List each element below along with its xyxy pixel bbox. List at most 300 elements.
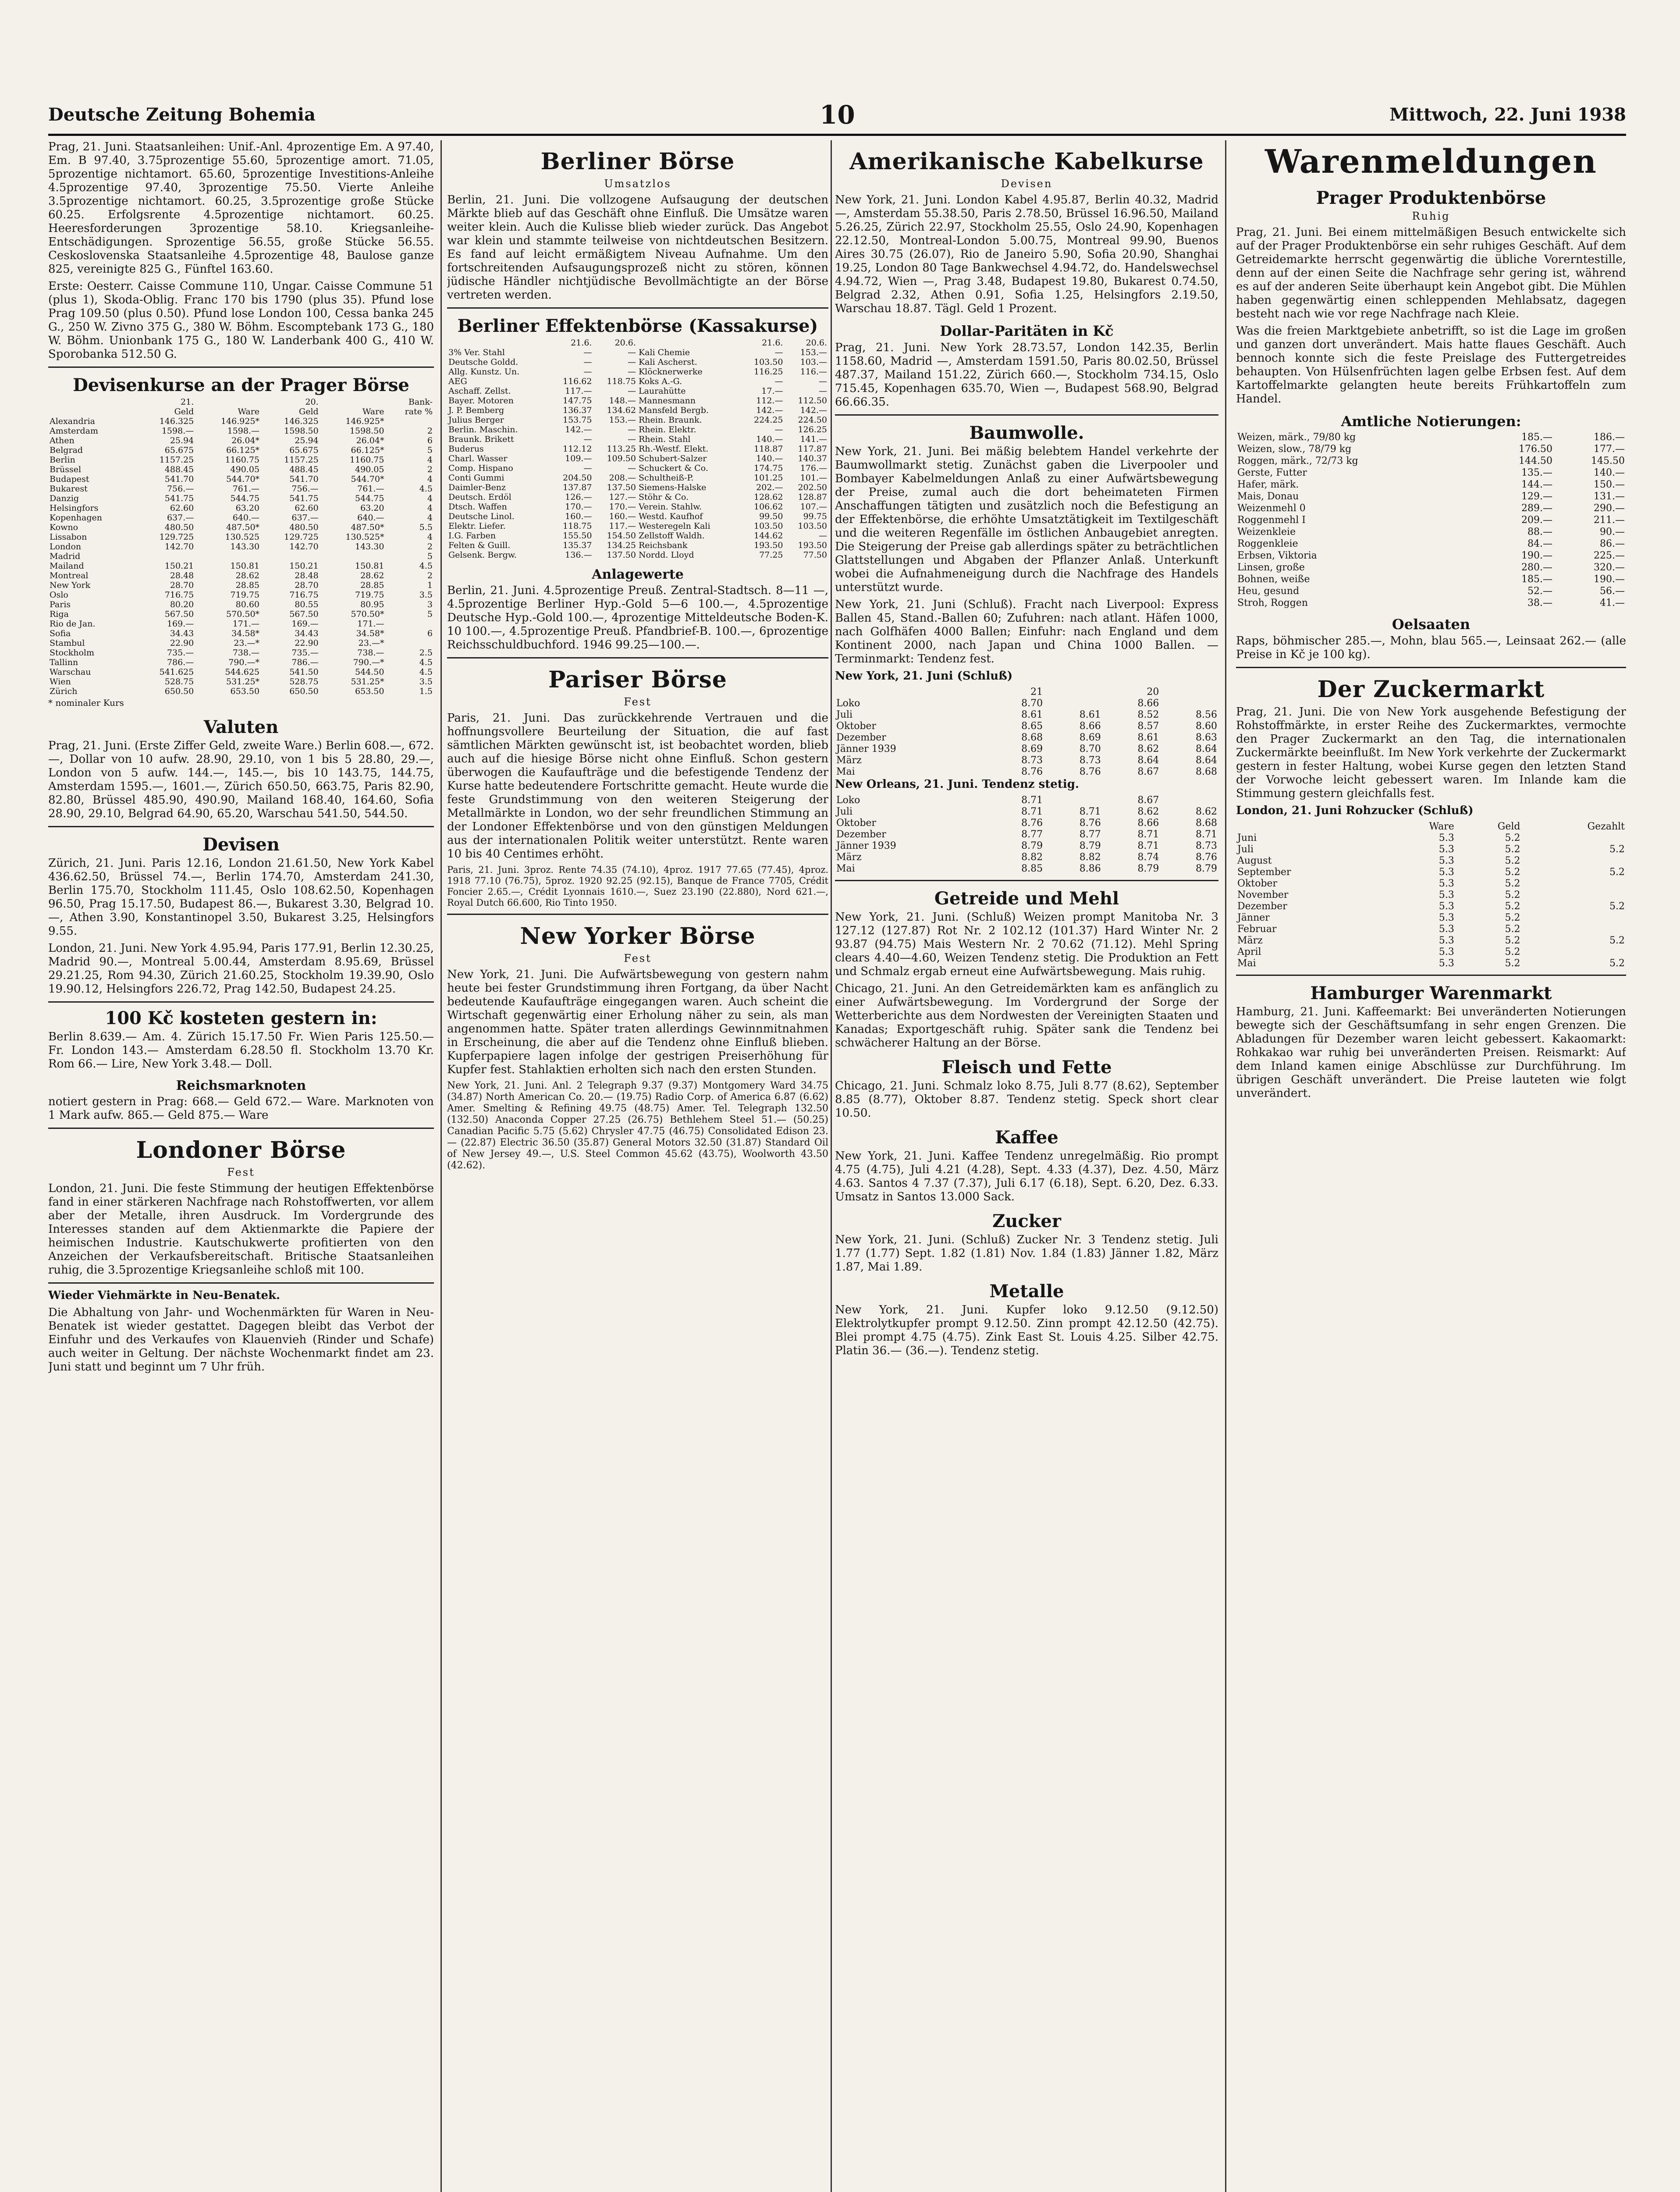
- table-cell: 148.—: [609, 396, 636, 406]
- table-cell: Weizenkleie: [1237, 527, 1296, 537]
- section-heading: Der Zuckermarkt: [1317, 676, 1545, 703]
- section-heading: Warenmeldungen: [1265, 143, 1597, 181]
- table-cell: 25.94: [170, 436, 194, 445]
- table-cell: 142.—: [565, 425, 592, 434]
- table-cell: 8.85: [1021, 863, 1043, 874]
- table-row: [1236, 443, 1626, 455]
- section-rule: [48, 1001, 434, 1003]
- table-cell: 185.—: [1521, 432, 1553, 443]
- table-cell: Dezember: [836, 732, 886, 743]
- table-cell: [1521, 878, 1626, 890]
- table-header-row: [1236, 821, 1626, 833]
- table-cell: Warschau: [50, 667, 91, 677]
- table-cell: 5.2: [1505, 890, 1520, 900]
- table-cell: —: [774, 425, 783, 434]
- masthead-rule: [48, 134, 1626, 136]
- table-cell: 204.50: [563, 473, 592, 483]
- table-cell: 8.73: [1196, 840, 1217, 851]
- table-cell: [1044, 795, 1102, 806]
- table-cell: Mai: [836, 766, 855, 777]
- table-cell: Sofia: [50, 629, 71, 638]
- table-cell: Buderus: [448, 444, 484, 454]
- table-cell: 544.75: [355, 494, 384, 503]
- article-text: New York, 21. Juni (Schluß). Fracht nach Liverpool: Express Ballen 45, Stand.-Ballen 60; Zufuhren: nach atlant. Häfen 1000, nach Golfhäfen 4000 Ballen; Einfuhr: nach England und dem Kontinent 2000, nach Japan und China 1000 Ballen. — Terminmarkt: Tendenz fest.: [835, 598, 1218, 665]
- section-heading: Pariser Börse: [548, 666, 727, 693]
- table-row: [48, 600, 434, 609]
- table-cell: 174.75: [754, 463, 783, 473]
- table-row: [835, 795, 1218, 806]
- table-header-row: [835, 687, 1218, 698]
- table-cell: Hafer, märk.: [1237, 479, 1299, 490]
- table-cell: 170.—: [565, 502, 592, 512]
- table-cell: 8.82: [1021, 852, 1043, 863]
- table-cell: 118.75: [563, 521, 592, 531]
- table-cell: 8.70: [1079, 744, 1101, 754]
- section-rule: [48, 1128, 434, 1129]
- table-cell: 8.61: [1137, 732, 1159, 743]
- table-cell: Weizen, slow., 78/79 kg: [1237, 444, 1352, 455]
- table-cell: März: [836, 852, 862, 863]
- table-cell: Stockholm: [50, 648, 95, 658]
- table-cell: 171.—: [232, 619, 260, 629]
- column-header: [320, 397, 386, 407]
- table-cell: 567.50: [289, 609, 319, 619]
- table-cell: 8.66: [1137, 698, 1159, 709]
- article-text: Berlin, 21. Juni. Die vollzogene Aufsaugung der deutschen Märkte blieb auf das Geschäft ohne Einfluß. Die Umsätze waren weiter klein. Auch die Kulisse blieb wieder zurück. Das Angebot war klein und stammte teilweise von nichtdeutschen Besitzern. Es fand auf leicht ermäßigtem Niveau Aufnahme. Um den fortschreitenden Aufsaugungsprozeß nicht zu stören, können jüdische Händler nichtjüdische Bevollmächtigte an der Börse vertreten werden.: [447, 193, 828, 302]
- table-cell: 8.79: [1137, 863, 1159, 874]
- table-cell: 41.—: [1600, 598, 1625, 608]
- section-heading: Berliner Börse: [540, 148, 735, 175]
- table-cell: Kali Ascherst.: [638, 357, 697, 367]
- table-cell: [136, 552, 195, 561]
- table-cell: 130.525*: [345, 532, 384, 542]
- table-cell: 544.625: [225, 667, 260, 677]
- table-cell: Erbsen, Viktoria: [1237, 550, 1317, 561]
- table-cell: Tallinn: [50, 658, 78, 667]
- table-cell: [261, 552, 320, 561]
- table-cell: 8.69: [1021, 744, 1043, 754]
- column-3: [835, 140, 1218, 2192]
- table-cell: Oslo: [50, 590, 68, 600]
- table-cell: 103.—: [800, 357, 827, 367]
- section-rule: [447, 657, 828, 658]
- table-cell: Juli: [1237, 844, 1254, 855]
- table-cell: Montreal: [50, 571, 89, 580]
- table-cell: 756.—: [291, 484, 319, 494]
- table-cell: Mailand: [50, 561, 84, 571]
- section-heading: Londoner Börse: [136, 1137, 346, 1164]
- table-cell: 640.—: [232, 513, 260, 523]
- table-cell: 5.2: [1505, 878, 1520, 889]
- table-cell: 544.70*: [226, 474, 260, 484]
- table-row: [835, 698, 1218, 709]
- table-cell: 5.2: [1505, 924, 1520, 935]
- table-cell: 1160.75: [225, 455, 260, 465]
- table-cell: 5.5: [419, 523, 433, 532]
- table-cell: 8.61: [1021, 709, 1043, 720]
- column-header: 20.6.: [614, 338, 636, 348]
- table-cell: 1598.—: [161, 426, 194, 436]
- table-cell: 193.50: [798, 541, 827, 550]
- article-text: New York, 21. Juni. Anl. 2 Telegraph 9.37 (9.37) Montgomery Ward 34.75 (34.87) North American Co. 20.— (19.75) Radio Corp. of America 6.87 (6.62) Amer. Smelting & Refining 49.75 (48.75) Amer. Tel. Telegraph 132.50 (132.50) Anaconda Copper 27.25 (26.75) Bethlehem Steel 51.— (50.25) Canadian Pacific 5.75 (5.62) Chrysler 47.75 (46.75) Consolidated Edison 23.— (22.87) Electric 36.50 (35.87) General Motors 32.50 (31.87) Standard Oil of New Jersey 49.—, U.S. Steel Common 45.62 (43.75), Woolworth 43.50 (42.62).: [447, 1080, 828, 1171]
- table-title: London, 21. Juni Rohzucker (Schluß): [1236, 804, 1474, 817]
- table-cell: 8.52: [1137, 709, 1159, 720]
- table-cell: [195, 552, 261, 561]
- table-row: [1236, 867, 1626, 878]
- column-header: Geld: [174, 407, 194, 416]
- table-cell: 23.—*: [234, 638, 260, 648]
- table-cell: 2.5: [419, 648, 433, 658]
- table-cell: 28.85: [235, 580, 260, 590]
- table-cell: Bukarest: [50, 484, 88, 494]
- table-row: [48, 552, 434, 561]
- table-cell: Zellstoff Waldh.: [638, 531, 705, 541]
- article-text: New York, 21. Juni. Kupfer loko 9.12.50 (9.12.50) Elektrolytkupfer prompt 9.12.50. Zinn prompt 42.12.50 (42.75). Blei prompt 4.75 (4.75). Zink East St. Louis 4.25. Silber 42.75. Platin 36.— (36.—). Tendenz stetig.: [835, 1303, 1218, 1357]
- table-cell: 8.69: [1079, 732, 1101, 743]
- table-row: [48, 687, 434, 696]
- table-cell: —: [627, 348, 636, 357]
- table-cell: 63.20: [360, 503, 384, 513]
- table-cell: 490.05: [355, 465, 384, 474]
- table-cell: 289.—: [1521, 503, 1553, 514]
- table-row: [835, 806, 1218, 818]
- table-row: [447, 434, 828, 444]
- table-cell: 786.—: [167, 658, 194, 667]
- table-cell: 135.—: [1521, 467, 1553, 478]
- table-cell: 160.—: [609, 512, 636, 521]
- table-cell: 109.—: [565, 454, 592, 463]
- table-cell: 8.60: [1196, 721, 1217, 732]
- table-cell: 8.71: [1079, 806, 1101, 817]
- table-cell: 488.45: [164, 465, 194, 474]
- table-cell: —: [819, 377, 827, 386]
- table-cell: 541.70: [164, 474, 194, 484]
- table-cell: 4.5: [419, 484, 433, 494]
- table-cell: Rh.-Westf. Elekt.: [638, 444, 709, 454]
- table-cell: 2: [427, 426, 433, 436]
- commodity-price-table: [1236, 431, 1626, 609]
- table-cell: —: [583, 463, 592, 473]
- table-cell: 5.2: [1505, 867, 1520, 878]
- table-cell: Mannesmann: [638, 396, 696, 406]
- table-cell: Alexandria: [50, 416, 95, 426]
- table-cell: 4.5: [419, 658, 433, 667]
- table-cell: 650.50: [289, 687, 319, 696]
- table-cell: 28.62: [235, 571, 260, 580]
- table-cell: April: [1237, 947, 1261, 957]
- table-cell: 8.57: [1137, 721, 1159, 732]
- table-row: [447, 444, 828, 454]
- table-row: [1236, 526, 1626, 538]
- table-row: [1236, 901, 1626, 912]
- table-cell: 127.—: [609, 492, 636, 502]
- table-row: [48, 609, 434, 619]
- column-header: [1160, 687, 1218, 698]
- table-cell: 5.2: [1609, 935, 1625, 946]
- section-heading: Anlagewerte: [592, 567, 684, 582]
- table-cell: 129.—: [1521, 491, 1553, 502]
- table-cell: Felten & Guill.: [448, 541, 511, 550]
- table-cell: Schuckert & Co.: [638, 463, 708, 473]
- section-subheading: Fest: [624, 952, 652, 964]
- table-cell: —: [627, 463, 636, 473]
- table-cell: 738.—: [232, 648, 260, 658]
- table-cell: [1521, 912, 1626, 924]
- table-row: [447, 367, 828, 377]
- table-cell: 131.—: [1594, 491, 1625, 502]
- table-cell: Weizenmehl 0: [1237, 503, 1306, 514]
- column-header: Gezahlt: [1587, 821, 1625, 832]
- table-cell: 290.—: [1594, 503, 1625, 514]
- table-cell: Rhein. Braunk.: [638, 415, 702, 425]
- table-cell: 224.25: [754, 415, 783, 425]
- table-cell: 208.—: [609, 473, 636, 483]
- table-cell: Weizen, märk., 79/80 kg: [1237, 432, 1356, 443]
- table-cell: 5.3: [1438, 958, 1454, 969]
- table-cell: Stöhr & Co.: [638, 492, 689, 502]
- table-cell: Dezember: [1237, 901, 1287, 912]
- table-cell: Deutsche Linol.: [448, 512, 515, 521]
- article-text: London, 21. Juni. New York 4.95.94, Paris 177.91, Berlin 12.30.25, Madrid 90.—, Montreal 5.00.44, Amsterdam 8.95.69, Brüssel 29.21.25, Rom 94.30, Zürich 21.60.25, Stockholm 19.39.90, Oslo 19.90.12, Helsingfors 226.72, Prag 142.50, Budapest 24.25.: [48, 942, 434, 996]
- table-cell: Juli: [836, 709, 853, 720]
- table-cell: Riga: [50, 609, 69, 619]
- table-cell: 116.—: [800, 367, 827, 377]
- table-cell: Allg. Kunstz. Un.: [448, 367, 520, 377]
- column-header: 20.6.: [806, 338, 827, 348]
- table-cell: Loko: [836, 698, 860, 709]
- table-row: [447, 396, 828, 406]
- table-cell: 136.37: [563, 406, 592, 415]
- table-row: [835, 766, 1218, 778]
- table-header-row: [48, 397, 434, 407]
- table-cell: Nordd. Lloyd: [638, 550, 694, 560]
- table-cell: 3.5: [419, 677, 433, 687]
- column-header: Bank-: [408, 397, 433, 407]
- section-heading: Baumwolle.: [969, 423, 1084, 443]
- orleans-futures-table: [835, 795, 1218, 875]
- table-cell: 143.30: [355, 542, 384, 552]
- table-cell: 171.—: [357, 619, 384, 629]
- section-heading: New Yorker Börse: [520, 923, 756, 950]
- table-cell: 541.75: [164, 494, 194, 503]
- table-cell: Belgrad: [50, 445, 83, 455]
- table-cell: 5: [427, 552, 433, 561]
- column-header: rate %: [405, 407, 433, 416]
- table-cell: Mai: [836, 863, 855, 874]
- table-cell: 169.—: [167, 619, 194, 629]
- table-row: [48, 638, 434, 648]
- table-cell: 17.—: [761, 386, 783, 396]
- table-row: [1236, 455, 1626, 467]
- section-rule: [1236, 667, 1626, 668]
- column-4: [1236, 140, 1626, 2192]
- table-cell: Oktober: [1237, 878, 1278, 889]
- column-header: 21.6.: [571, 338, 592, 348]
- table-row: [48, 658, 434, 667]
- table-cell: 88.—: [1527, 527, 1553, 537]
- table-cell: Kopenhagen: [50, 513, 102, 523]
- table-row: [1236, 550, 1626, 562]
- table-cell: 103.50: [754, 521, 783, 531]
- table-cell: 128.62: [754, 492, 783, 502]
- column-header: 20.: [305, 397, 319, 407]
- table-cell: 142.—: [756, 406, 783, 415]
- table-cell: 34.43: [295, 629, 319, 638]
- table-cell: I.G. Farben: [448, 531, 496, 541]
- table-cell: 118.87: [754, 444, 783, 454]
- table-row: [48, 590, 434, 600]
- table-cell: 5.3: [1438, 935, 1454, 946]
- table-cell: [1521, 890, 1626, 901]
- table-cell: Amsterdam: [50, 426, 98, 436]
- table-cell: 135.37: [563, 541, 592, 550]
- table-cell: 5.2: [1609, 958, 1625, 969]
- table-title: New Orleans, 21. Juni. Tendenz stetig.: [835, 778, 1079, 791]
- table-row: [48, 416, 434, 426]
- table-cell: Athen: [50, 436, 75, 445]
- table-cell: 1: [427, 580, 433, 590]
- table-cell: 1598.50: [284, 426, 319, 436]
- page-number: 10: [820, 100, 855, 130]
- table-cell: 84.—: [1527, 538, 1553, 549]
- table-cell: 28.70: [295, 580, 319, 590]
- table-cell: Wien: [50, 677, 71, 687]
- table-cell: 5.2: [1609, 844, 1625, 855]
- masthead: [48, 100, 1626, 131]
- exchange-rate-rows: [48, 416, 434, 696]
- table-cell: 8.79: [1079, 840, 1101, 851]
- table-cell: 8.66: [1079, 721, 1101, 732]
- table-row: [48, 667, 434, 677]
- table-cell: [385, 638, 434, 648]
- table-cell: September: [1237, 867, 1291, 878]
- table-cell: 2: [427, 542, 433, 552]
- stock-report-text: Erste: Oesterr. Caisse Commune 110, Ungar. Caisse Commune 51 (plus 1), Skoda-Oblig. Franc 170 bis 1790 (plus 35). Pfund lose Prag 109.50 (plus 0.50). Pfund lose London 100, Cessa banka 245 G., 250 W. Zivno 375 G., 380 W. Böhm. Escomptebank 173 G., 180 W. Böhm. Unionbank 175 G., 180 W. Landerbank 400 G., 410 W. Sporobanka 512.50 G.: [48, 280, 434, 361]
- table-cell: 735.—: [167, 648, 194, 658]
- table-cell: 5.3: [1438, 890, 1454, 900]
- section-rule: [835, 414, 1218, 416]
- table-cell: 8.76: [1021, 766, 1043, 777]
- section-heading: Hamburger Warenmarkt: [1310, 983, 1552, 1003]
- table-cell: 5.2: [1505, 844, 1520, 855]
- table-cell: 2: [427, 571, 433, 580]
- table-cell: 786.—: [291, 658, 319, 667]
- table-row: [1236, 467, 1626, 479]
- table-cell: 62.60: [170, 503, 194, 513]
- table-cell: 145.50: [1591, 455, 1625, 466]
- table-cell: 177.—: [1594, 444, 1625, 455]
- table-cell: 26.04*: [356, 436, 384, 445]
- table-row: [447, 415, 828, 425]
- section-heading: Zucker: [992, 1211, 1061, 1231]
- table-cell: 142.70: [164, 542, 194, 552]
- column-header: [1236, 821, 1383, 833]
- section-heading: Valuten: [203, 717, 279, 737]
- table-cell: 225.—: [1594, 550, 1625, 561]
- table-cell: 134.25: [607, 541, 636, 550]
- table-cell: Dtsch. Waffen: [448, 502, 507, 512]
- table-cell: 8.62: [1196, 806, 1217, 817]
- table-cell: 112.50: [798, 396, 827, 406]
- section-heading: Prager Produktenbörse: [1316, 188, 1546, 208]
- section-heading: Amtliche Notierungen:: [1341, 413, 1521, 430]
- table-cell: Heu, gesund: [1237, 586, 1300, 597]
- table-row: [48, 426, 434, 436]
- section-heading: Amerikanische Kabelkurse: [849, 148, 1204, 175]
- article-text: Paris, 21. Juni. Das zurückkehrende Vertrauen und die hoffnungsvollere Beurteilung der Situation, die auf fast sämtlichen Märkten gewünscht ist, ist beobachtet worden, blieb auch auf die hiesige Börse nicht ohne Einfluß. Schon gestern überwogen die Kaufaufträge und die befestigende Tendenz der Kurse hatte bedeutendere Fortschritte gemacht. Heute wurde die feste Grundstimmung von den weiteren Steigerung der Metallmärkte in London, wo der sehr freundlichen Stimmung an der Londoner Effektenbörse und von den günstigen Meldungen aus der internationalen Politik weiter unterstützt. Rente waren 10 bis 40 Centimes erhöht.: [447, 712, 828, 861]
- table-row: [447, 454, 828, 463]
- section-rule: [48, 367, 434, 368]
- table-cell: 134.62: [607, 406, 636, 415]
- table-cell: 34.43: [170, 629, 194, 638]
- exchange-rate-table: [48, 397, 434, 696]
- table-cell: 113.25: [607, 444, 636, 454]
- table-cell: 150.21: [164, 561, 194, 571]
- table-cell: 541.50: [289, 667, 319, 677]
- column-header: Ware: [238, 407, 260, 416]
- table-cell: Charl. Wasser: [448, 454, 508, 463]
- article-text: Berlin, 21. Juni. 4.5prozentige Preuß. Zentral-Stadtsch. 8—11 —, 4.5prozentige Berliner Hyp.-Gold 5—6 100.—, 4.5prozentige Deutsche Hyp.-Gold 100.—, 4prozentige Mitteldeutsche Boden-K. 10 100.—, 4.5prozentige Preuß. Pfandbrief-B. 100.—, 6prozentige Reichsschuldbuchford. 1946 99.25—100.—.: [447, 584, 828, 651]
- table-cell: 112.—: [756, 396, 783, 406]
- table-row: [1236, 585, 1626, 597]
- table-row: [447, 386, 828, 396]
- column-header: Geld: [1497, 821, 1520, 832]
- table-cell: 280.—: [1521, 562, 1553, 573]
- table-cell: 34.58*: [356, 629, 384, 638]
- table-cell: 103.50: [754, 357, 783, 367]
- table-row: [1236, 890, 1626, 901]
- table-cell: 1157.25: [284, 455, 319, 465]
- article-text: notiert gestern in Prag: 668.— Geld 672.— Ware. Marknoten von 1 Mark aufw. 865.— Geld 875.— Ware: [48, 1095, 434, 1122]
- table-cell: 541.75: [289, 494, 319, 503]
- table-cell: 170.—: [609, 502, 636, 512]
- table-cell: [1521, 855, 1626, 867]
- orleans-futures-rows: [835, 795, 1218, 875]
- table-cell: 640.—: [357, 513, 384, 523]
- table-cell: —: [583, 357, 592, 367]
- table-cell: Mai: [1237, 958, 1256, 969]
- table-cell: [1521, 947, 1626, 958]
- table-cell: 143.30: [230, 542, 260, 552]
- table-cell: Mais, Donau: [1237, 491, 1299, 502]
- table-cell: Bohnen, weiße: [1237, 574, 1310, 585]
- column-rule: [1225, 140, 1226, 2192]
- table-cell: Brüssel: [50, 465, 82, 474]
- table-row: [835, 709, 1218, 721]
- table-cell: 488.45: [289, 465, 319, 474]
- table-cell: 5.3: [1438, 833, 1454, 843]
- table-cell: Rhein. Elektr.: [638, 425, 696, 434]
- table-cell: 8.82: [1079, 852, 1101, 863]
- table-row: [1236, 833, 1626, 844]
- table-cell: 5.3: [1438, 867, 1454, 878]
- table-cell: 8.68: [1021, 732, 1043, 743]
- section-heading: Fleisch und Fette: [941, 1057, 1112, 1078]
- table-cell: 5.3: [1438, 901, 1454, 912]
- table-cell: 487.50*: [351, 523, 384, 532]
- table-cell: 738.—: [357, 648, 384, 658]
- section-heading: Dollar-Paritäten in Kč: [940, 323, 1114, 339]
- table-row: [1236, 844, 1626, 855]
- table-cell: 107.—: [800, 502, 827, 512]
- table-cell: Julius Berger: [448, 415, 504, 425]
- column-header: 21.6.: [762, 338, 783, 348]
- table-cell: 8.77: [1021, 829, 1043, 840]
- sugar-futures-table: [1236, 821, 1626, 969]
- table-cell: 140.—: [756, 454, 783, 463]
- table-cell: 155.50: [563, 531, 592, 541]
- table-cell: 3% Ver. Stahl: [448, 348, 505, 357]
